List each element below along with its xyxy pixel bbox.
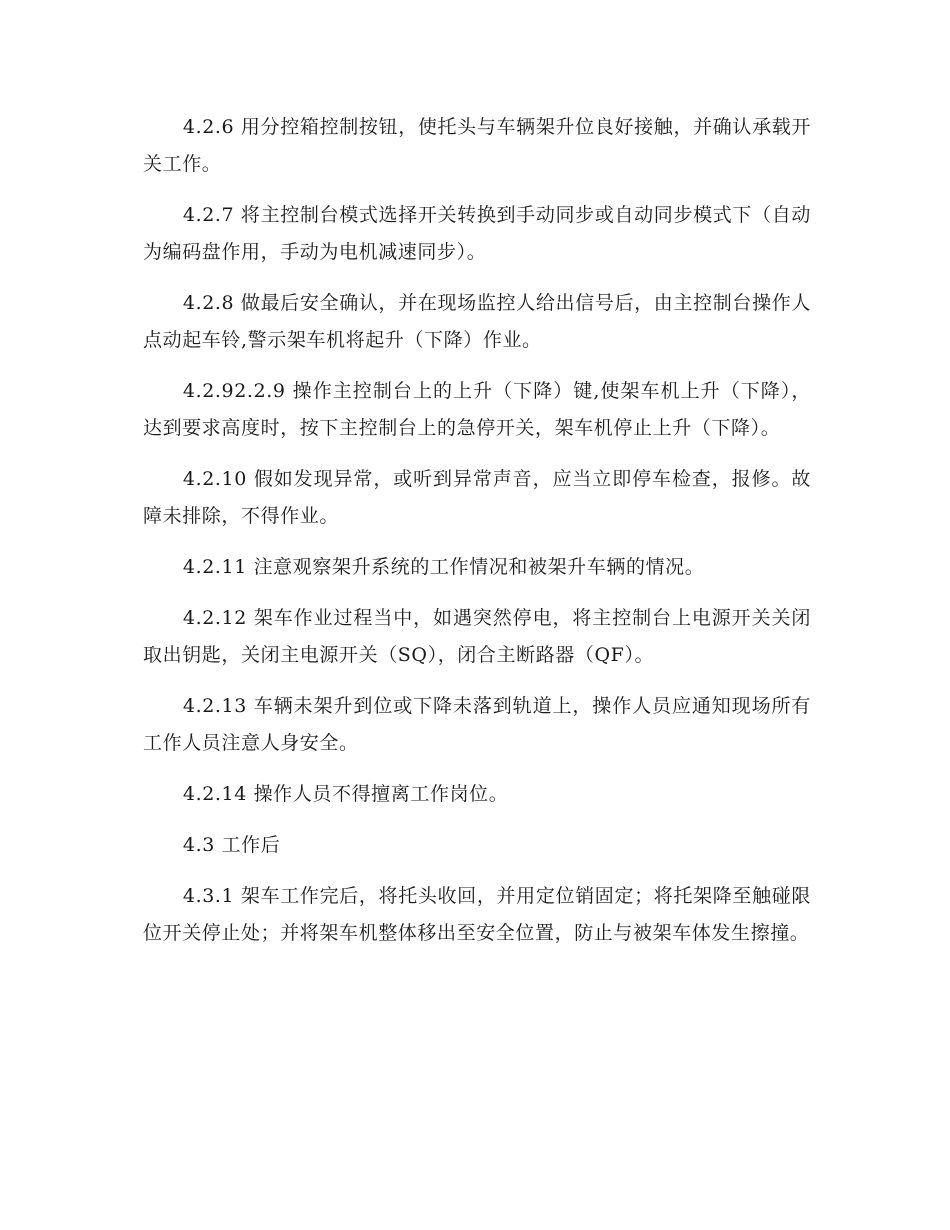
paragraph-4-2-13: 4.2.13 车辆未架升到位或下降未落到轨道上，操作人员应通知现场所有工作人员注意人身安全。 xyxy=(143,695,811,754)
document-body xyxy=(143,109,811,966)
paragraph-4-3-1: 4.3.1 架车工作完后，将托头收回，并用定位销固定；将托架降至触碰限位开关停止处；并将架车机整体移出至安全位置，防止与被架车体发生擦撞。 xyxy=(143,885,811,944)
paragraph-4-2-12: 4.2.12 架车作业过程当中，如遇突然停电，将主控制台上电源开关关闭取出钥匙，关闭主电源开关（SQ），闭合主断路器（QF）。 xyxy=(143,607,811,666)
paragraph-4-2-7: 4.2.7 将主控制台模式选择开关转换到手动同步或自动同步模式下（自动为编码盘作用，手动为电机减速同步）。 xyxy=(143,204,811,263)
paragraph-4-2-10: 4.2.10 假如发现异常，或听到异常声音，应当立即停车检查，报修。故障未排除，不得作业。 xyxy=(143,468,811,527)
paragraph-4-2-14: 4.2.14 操作人员不得擅离工作岗位。 xyxy=(182,783,509,805)
section-heading-4-3: 4.3 工作后 xyxy=(182,834,281,856)
paragraph-4-2-9: 4.2.92.2.9 操作主控制台上的上升（下降）键,使架车机上升（下降），达到要求高度时，按下主控制台上的急停开关，架车机停止上升（下降）。 xyxy=(143,380,811,439)
paragraph-4-2-11: 4.2.11 注意观察架升系统的工作情况和被架升车辆的情况。 xyxy=(182,556,705,578)
paragraph-4-2-6: 4.2.6 用分控箱控制按钮，使托头与车辆架升位良好接触，并确认承载开关工作。 xyxy=(143,116,811,175)
paragraph-4-2-8: 4.2.8 做最后安全确认，并在现场监控人给出信号后，由主控制台操作人点动起车铃,警示架车机将起升（下降）作业。 xyxy=(143,292,811,351)
